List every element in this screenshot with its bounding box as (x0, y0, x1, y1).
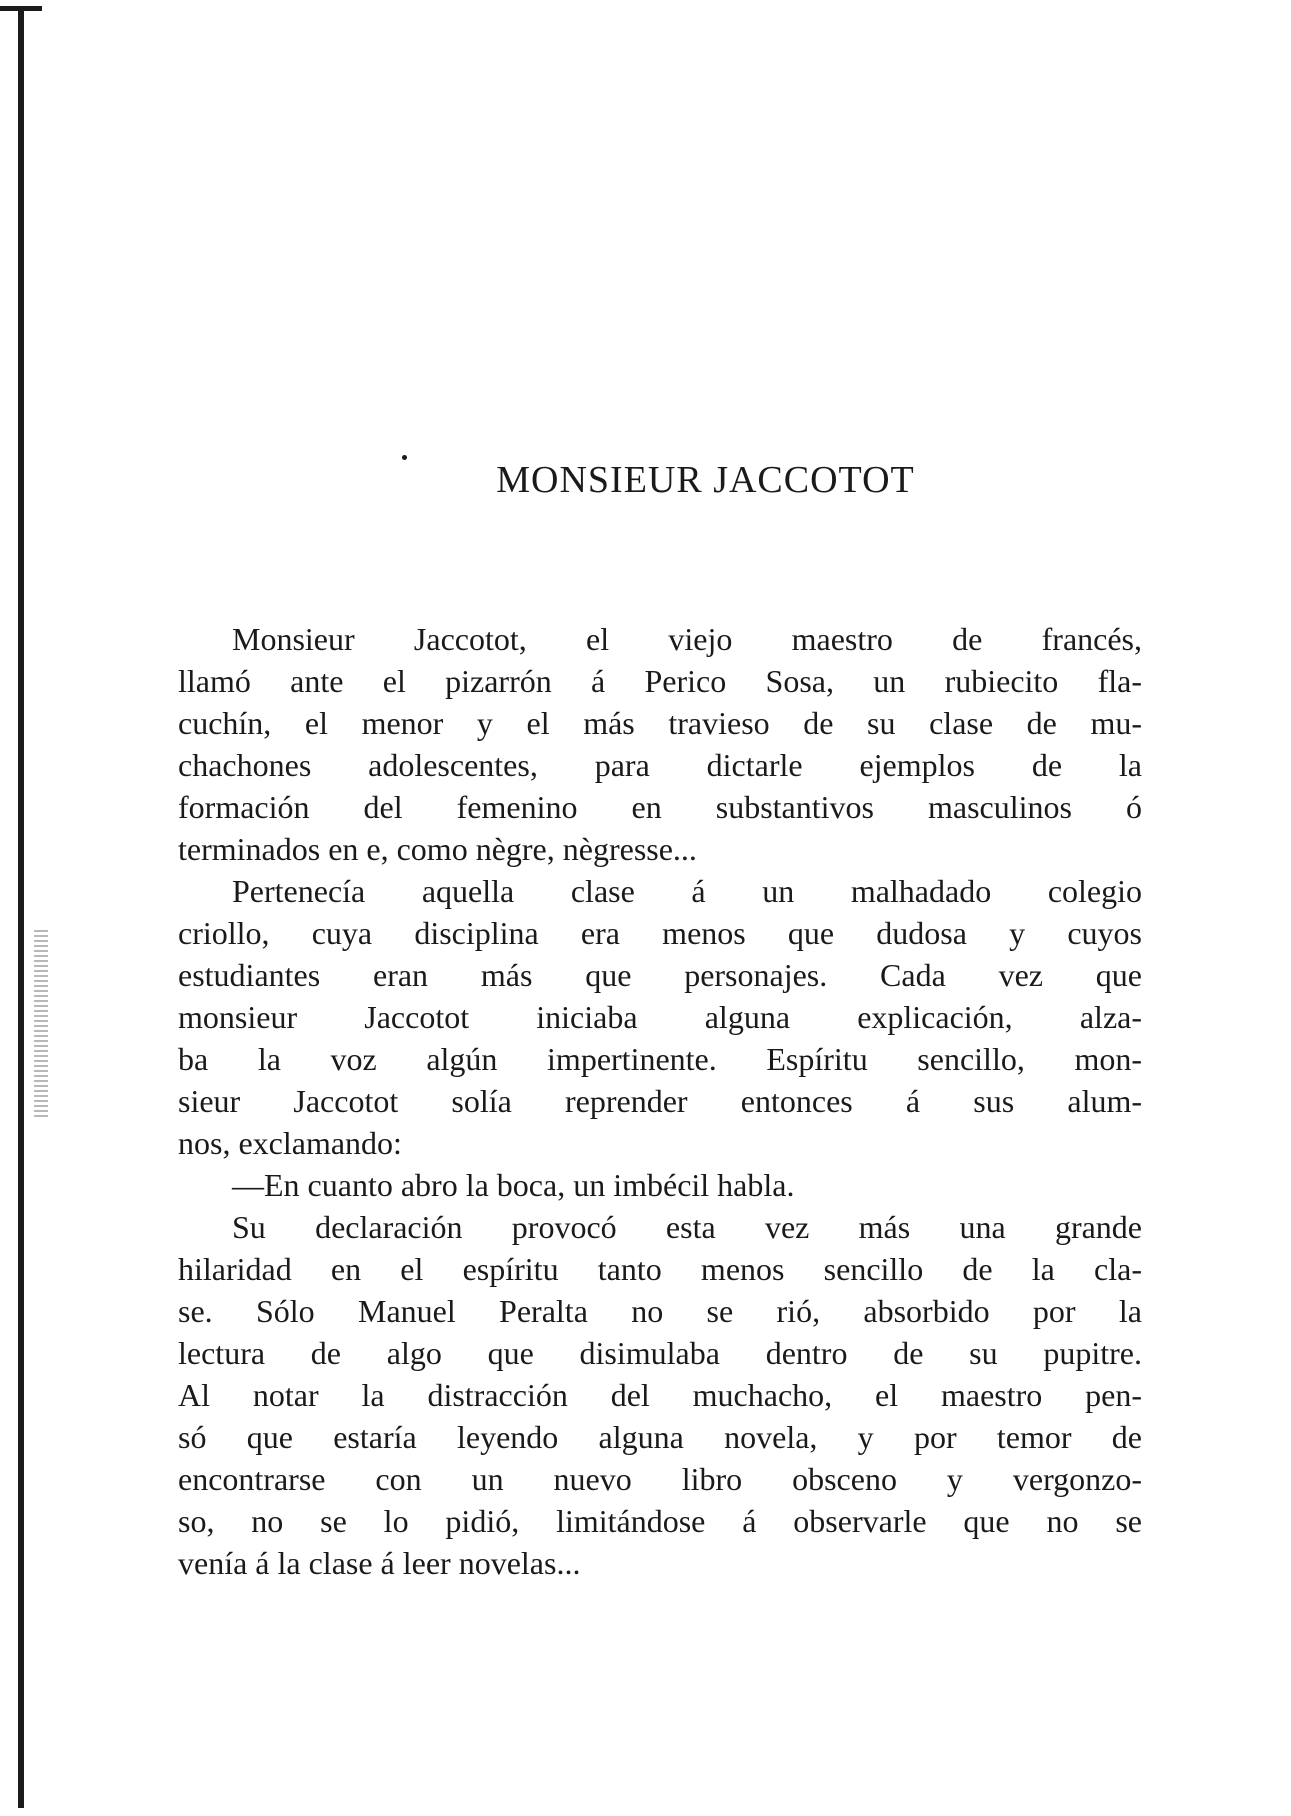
text-line: estudiantes eran más que personajes. Cada vez que (178, 957, 1142, 993)
text-line: —En cuanto abro la boca, un imbécil habla. (232, 1167, 795, 1203)
text-line: encontrarse con un nuevo libro obsceno y vergonzo- (178, 1461, 1142, 1497)
text-line: hilaridad en el espíritu tanto menos sencillo de la cla- (178, 1251, 1142, 1287)
text-line: Monsieur Jaccotot, el viejo maestro de francés, (232, 621, 1142, 657)
text-line: Su declaración provocó esta vez más una grande (232, 1209, 1142, 1245)
text-line: se. Sólo Manuel Peralta no se rió, absorbido por la (178, 1293, 1142, 1329)
text-line: llamó ante el pizarrón á Perico Sosa, un rubiecito fla- (178, 663, 1142, 699)
text-line: monsieur Jaccotot iniciaba alguna explicación, alza- (178, 999, 1142, 1035)
text-line: terminados en e, como nègre, nègresse... (178, 831, 697, 867)
text-line: só que estaría leyendo alguna novela, y por temor de (178, 1419, 1142, 1455)
text-line: cuchín, el menor y el más travieso de su clase de mu- (178, 705, 1142, 741)
text-line: venía á la clase á leer novelas... (178, 1545, 581, 1581)
text-line: Pertenecía aquella clase á un malhadado colegio (232, 873, 1142, 909)
text-line: so, no se lo pidió, limitándose á observarle que no se (178, 1503, 1142, 1539)
body-text (178, 618, 1142, 1584)
text-line: sieur Jaccotot solía reprender entonces á sus alum- (178, 1083, 1142, 1119)
text-line: nos, exclamando: (178, 1125, 402, 1161)
text-line: lectura de algo que disimulaba dentro de su pupitre. (178, 1335, 1142, 1371)
text-line: ba la voz algún impertinente. Espíritu sencillo, mon- (178, 1041, 1142, 1077)
text-line: Al notar la distracción del muchacho, el maestro pen- (178, 1377, 1142, 1413)
chapter-title: MONSIEUR JACCOTOT (496, 459, 915, 501)
text-line: formación del femenino en substantivos masculinos ó (178, 789, 1142, 825)
text-line: criollo, cuya disciplina era menos que dudosa y cuyos (178, 915, 1142, 951)
binding-speck (34, 930, 48, 1120)
text-line: chachones adolescentes, para dictarle ejemplos de la (178, 747, 1142, 783)
binding-edge (18, 8, 24, 1808)
